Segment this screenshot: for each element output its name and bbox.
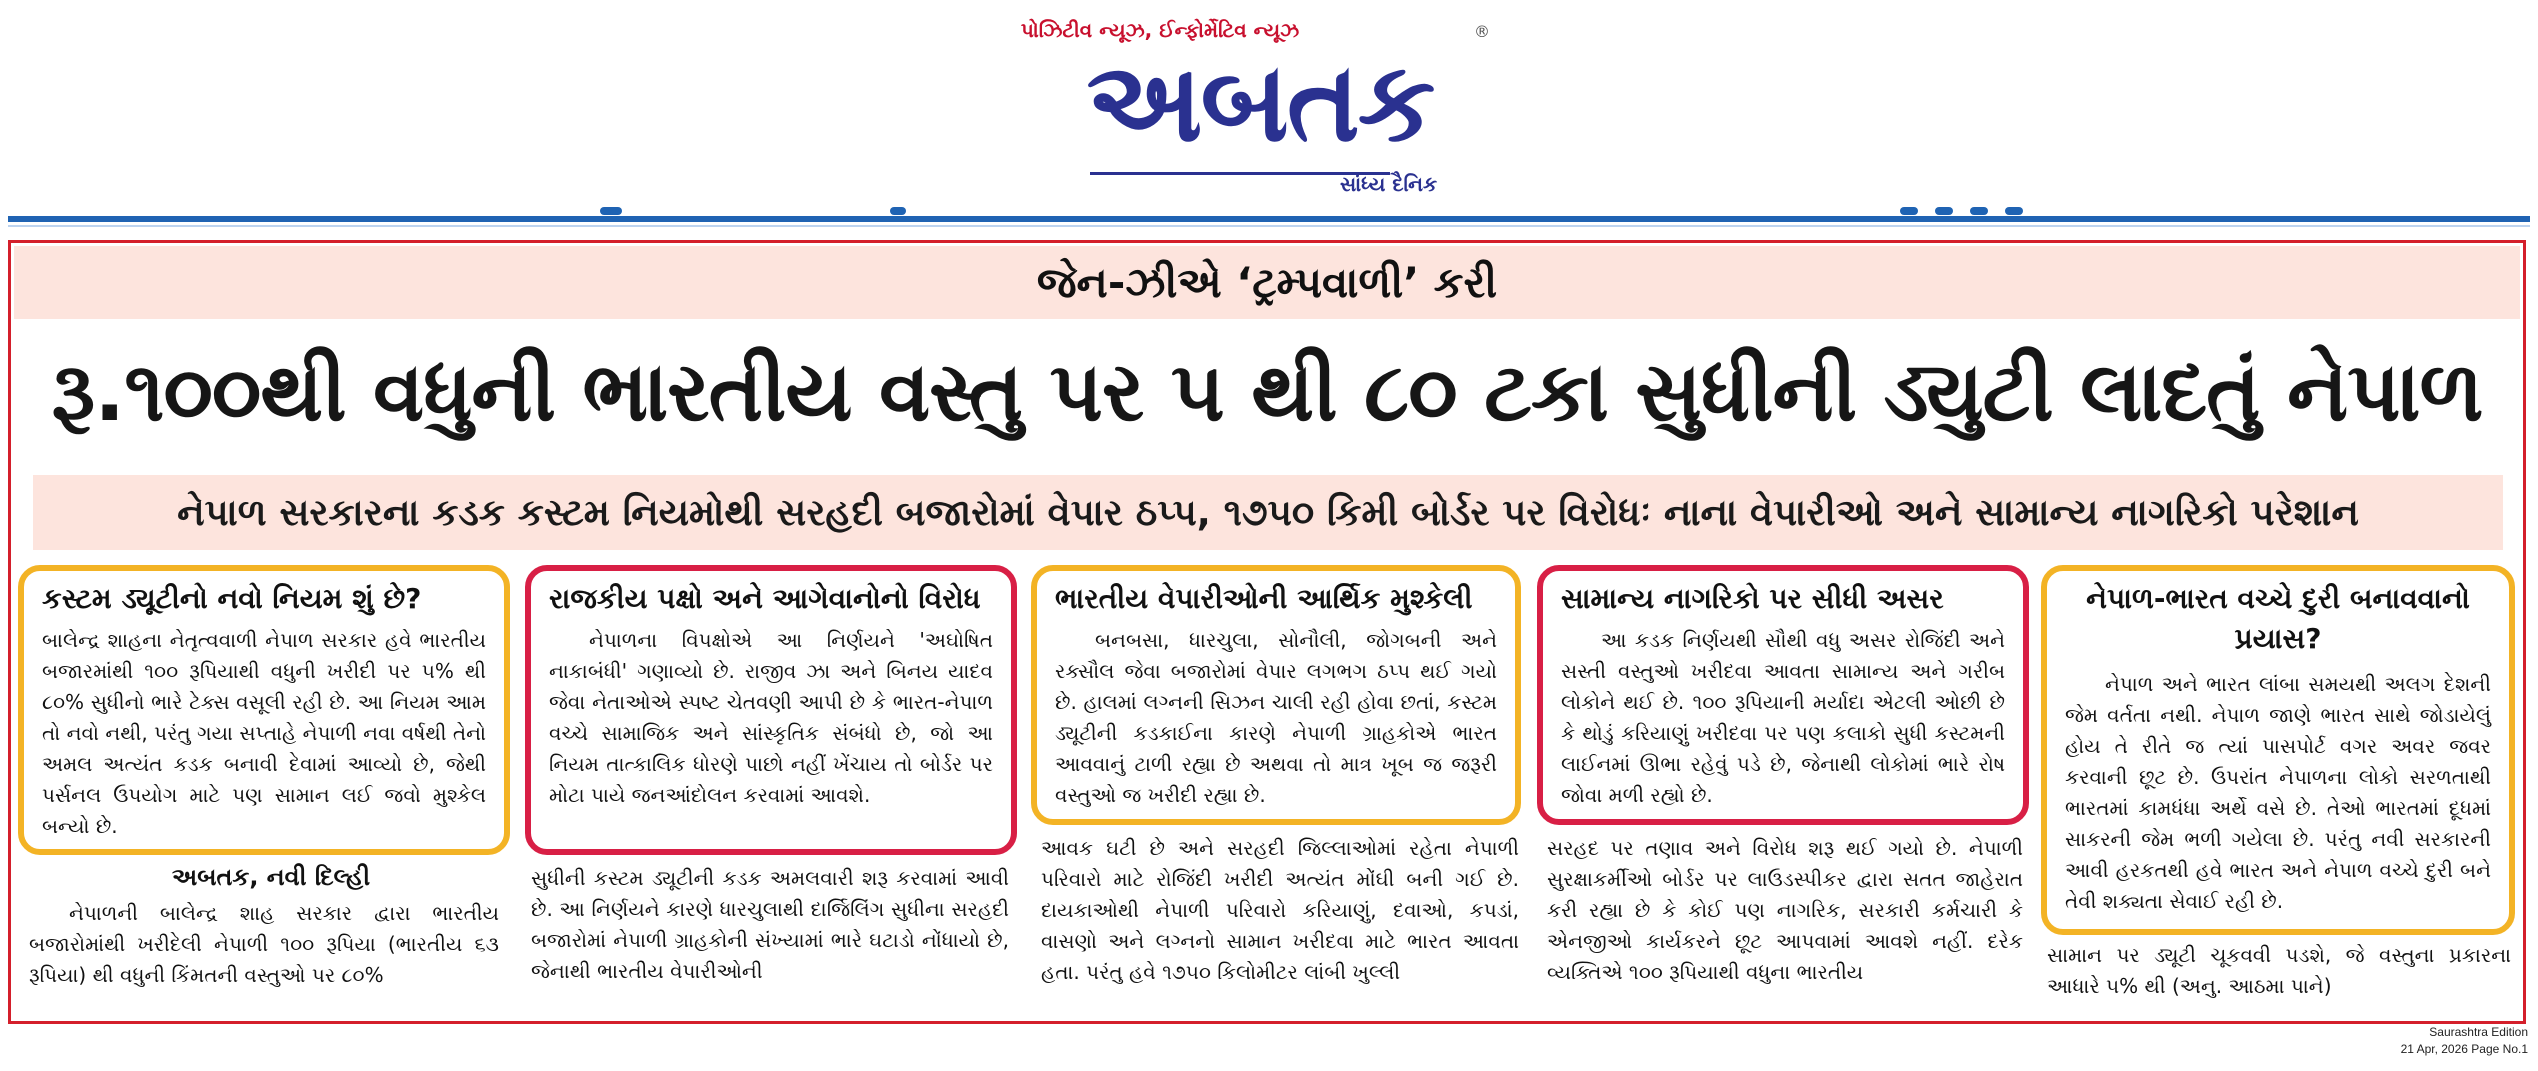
newspaper-logo: અબતક: [1086, 38, 1434, 166]
info-box-title: કસ્ટમ ડ્યૂટીનો નવો નિયમ શું છે?: [42, 582, 422, 615]
edition-date-page: 21 Apr, 2026 Page No.1: [2400, 1042, 2528, 1056]
article-column-2: સુધીની કસ્ટમ ડ્યૂટીની કડક અમલવારી શરૂ કરવામાં આવી છે. આ નિર્ણયને કારણે ધારચુલાથી દાર્જિલિંગ સુધીના સરહદી બજારોમાં નેપાળી ગ્રાહકોની સંખ્યામાં ભારે ઘટાડો નોંધાયો છે, જેનાથી ભારતીય વેપારીઓની: [531, 866, 1009, 983]
info-box-body: આ કડક નિર્ણયથી સૌથી વધુ અસર રોજિંદી અને સસ્તી વસ્તુઓ ખરીદવા આવતા સામાન્ય અને ગરીબ લોકોને થઈ છે. ૧૦૦ રૂપિયાની મર્યાદા એટલી ઓછી છે કે થોડું કરિયાણું ખરીદવા પર પણ કલાકો સુધી કસ્ટમની લાઈનમાં ઊભા રહેવું પડે છે, જેનાથી લોકોમાં ભારે રોષ જોવા મળી રહ્યો છે.: [1561, 628, 2005, 807]
masthead-rule-shadow: [8, 225, 2530, 227]
dateline: અબતક, નવી દિલ્હી: [171, 863, 371, 891]
info-box-title: રાજકીય પક્ષો અને આગેવાનોનો વિરોધ: [549, 582, 981, 615]
registered-mark: ®: [1474, 22, 1490, 41]
edition-type-label: સાંધ્ય દૈનિક: [1340, 172, 1438, 196]
edition-info: [2401, 1024, 2528, 1058]
masthead-rule: [8, 216, 2530, 222]
article-column-4: સરહદ પર તણાવ અને વિરોધ શરૂ થઈ ગયો છે. નેપાળી સુરક્ષાકર્મીઓ બોર્ડર પર લાઉડસ્પીકર દ્વારા સતત જાહેરાત કરી રહ્યા છે કે કોઈ પણ નાગરિક, સરકારી કર્મચારી કે એનજીઓ કાર્યકરને છૂટ આપવામાં આવશે નહીં. દરેક વ્યક્તિએ ૧૦૦ રૂપિયાથી વધુના ભારતીય: [1547, 836, 2023, 984]
info-box-title: ભારતીય વેપારીઓની આર્થિક મુશ્કેલી: [1055, 582, 1473, 615]
info-box-body: નેપાળના વિપક્ષોએ આ નિર્ણયને 'અઘોષિત નાકાબંધી' ગણાવ્યો છે. રાજીવ ઝા અને બિનય યાદવ જેવા નેતાઓએ સ્પષ્ટ ચેતવણી આપી છે કે ભારત-નેપાળ વચ્ચે સામાજિક અને સાંસ્કૃતિક સંબંધો છે, જો આ નિયમ તાત્કાલિક ધોરણે પાછો નહીં ખેંચાય તો બોર્ડર પર મોટા પાયે જનઆંદોલન કરવામાં આવશે.: [549, 628, 993, 807]
info-box-india-nepal-distance: [2041, 565, 2515, 935]
info-box-title: નેપાળ-ભારત વચ્ચે દુરી બનાવવાનો પ્રયાસ?: [2086, 582, 2470, 655]
masthead-tagline: પોઝિટીવ ન્યૂઝ, ઈન્ફોર્મેટિવ ન્યૂઝ: [1020, 18, 1300, 42]
info-box-customs-rule: [18, 565, 510, 855]
edition-name: Saurashtra Edition: [2429, 1025, 2528, 1039]
info-box-citizens-impact: [1537, 565, 2029, 825]
info-box-body: બાલેન્દ્ર શાહના નેતૃત્વવાળી નેપાળ સરકાર હવે ભારતીય બજારમાંથી ૧૦૦ રૂપિયાથી વધુની ખરીદી પર ૫% થી ૮૦% સુધીનો ભારે ટેક્સ વસૂલી રહી છે. આ નિયમ આમ તો નવો નથી, પરંતુ ગયા સપ્તાહે નેપાળી નવા વર્ષથી તેનો અમલ અત્યંત કડક બનાવી દેવામાં આવ્યો છે, જેથી પર્સનલ ઉપયોગ માટે પણ સામાન લઈ જવો મુશ્કેલ બન્યો છે.: [42, 628, 486, 838]
info-box-traders-difficulty: [1031, 565, 1521, 825]
article-column-5: સામાન પર ડ્યૂટી ચૂકવવી પડશે, જે વસ્તુના પ્રકારના આધારે ૫% થી (અનુ. આઠમા પાને): [2047, 943, 2511, 998]
article-headline: રૂ.૧૦૦થી વધુની ભારતીય વસ્તુ પર ૫ થી ૮૦ ટકા સુધીની ડ્યુટી લાદતું નેપાળ: [51, 345, 2483, 440]
masthead: [0, 0, 2538, 215]
article-column-1: નેપાળની બાલેન્દ્ર શાહ સરકાર દ્વારા ભારતીય બજારોમાંથી ખરીદેલી નેપાળી ૧૦૦ રૂપિયા (ભારતીય ૬૩ રૂપિયા) થી વધુની કિંમતની વસ્તુઓ પર ૮૦%: [29, 901, 499, 987]
article-column-3: આવક ઘટી છે અને સરહદી જિલ્લાઓમાં રહેતા નેપાળી પરિવારો માટે રોજિંદી ખરીદી અત્યંત મોંઘી બની ગઈ છે. દાયકાઓથી નેપાળી પરિવારો કરિયાણું, દવાઓ, કપડાં, વાસણો અને લગ્નનો સામાન ખરીદવા માટે ભારત આવતા હતા. પરંતુ હવે ૧૭૫૦ કિલોમીટર લાંબી ખુલ્લી: [1041, 836, 1519, 984]
info-box-title: સામાન્ય નાગરિકો પર સીધી અસર: [1561, 582, 1944, 615]
info-box-body: નેપાળ અને ભારત લાંબા સમયથી અલગ દેશની જેમ વર્તતા નથી. નેપાળ જાણે ભારત સાથે જોડાયેલું હોય તે રીતે જ ત્યાં પાસપોર્ટ વગર અવર જવર કરવાની છૂટ છે. ઉપરાંત નેપાળના લોકો સરળતાથી ભારતમાં કામધંધા અર્થે વસે છે. તેઓ ભારતમાં દૂધમાં સાકરની જેમ ભળી ગયેલા છે. પરંતુ નવી સરકારની આવી હરકતથી હવે ભારત અને નેપાળ વચ્ચે દુરી બને તેવી શક્યતા સેવાઈ રહી છે.: [2065, 672, 2491, 913]
article-kicker: જેન-ઝીએ ‘ટ્રમ્પવાળી’ કરી: [1036, 258, 1498, 307]
article-deck: નેપાળ સરકારના કડક કસ્ટમ નિયમોથી સરહદી બજારોમાં વેપાર ઠપ્પ, ૧૭૫૦ કિમી બોર્ડર પર વિરોધઃ નાના વેપારીઓ અને સામાન્ય નાગરિકો પરેશાન: [177, 491, 2359, 534]
kicker-band: [14, 246, 2520, 319]
info-box-political-protest: [525, 565, 1017, 855]
info-box-body: બનબસા, ધારચુલા, સોનૌલી, જોગબની અને રક્સૌલ જેવા બજારોમાં વેપાર લગભગ ઠપ્પ થઈ ગયો છે. હાલમાં લગ્નની સિઝન ચાલી રહી હોવા છતાં, કસ્ટમ ડ્યૂટીની કડકાઈના કારણે નેપાળી ગ્રાહકોએ ભારત આવવાનું ટાળી રહ્યા છે અથવા તો માત્ર ખૂબ જ જરૂરી વસ્તુઓ જ ખરીદી રહ્યા છે.: [1055, 628, 1497, 807]
article-frame: [8, 240, 2526, 1024]
